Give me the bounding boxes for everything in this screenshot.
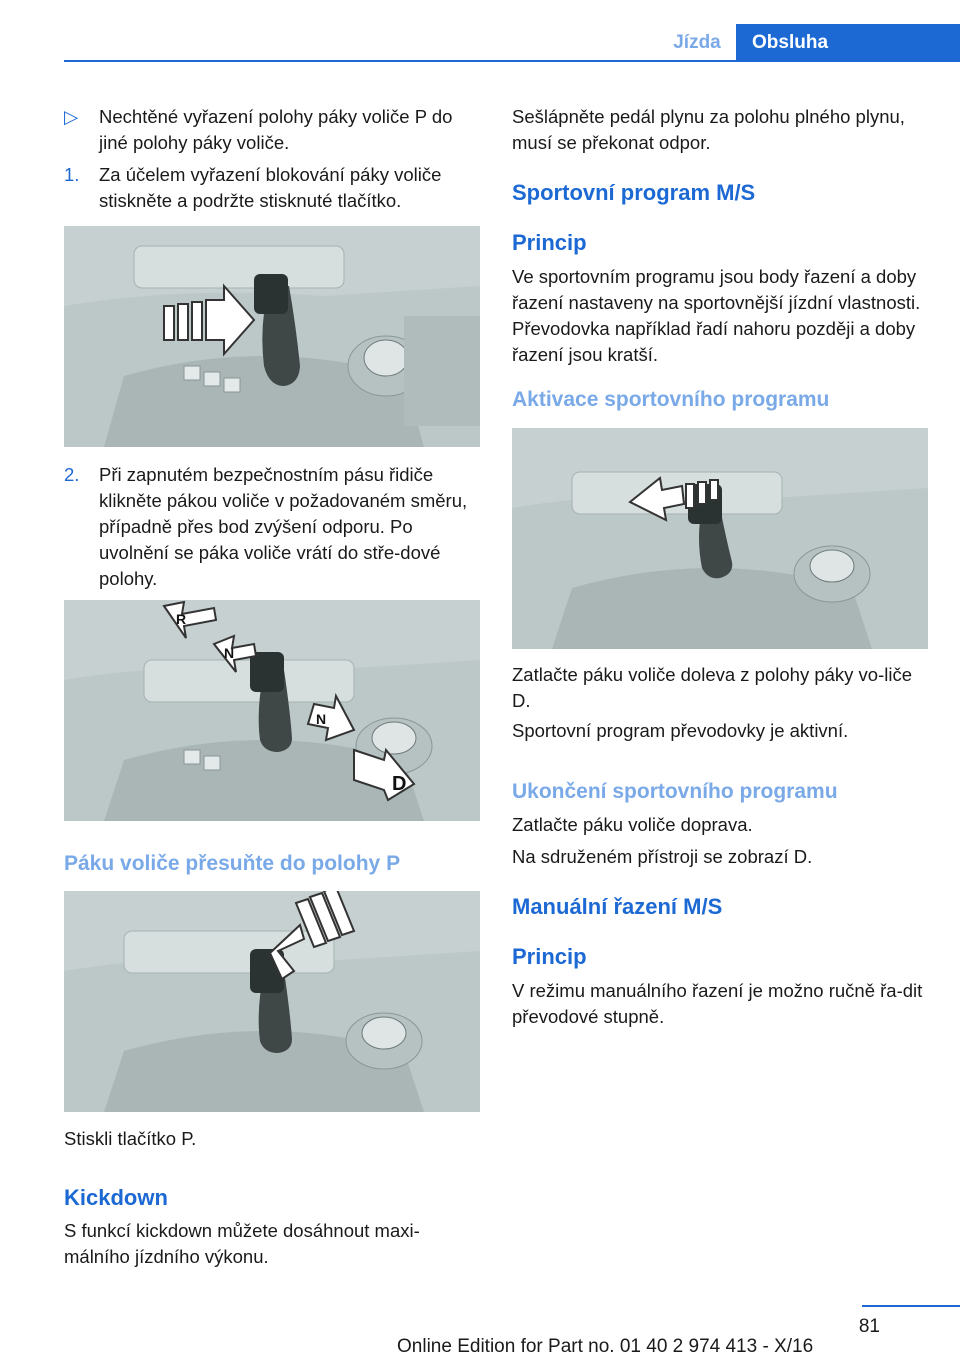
step-1-text: Za účelem vyřazení blokování páky voliče stiskněte a podržte stisknuté tlačítko. xyxy=(99,164,442,211)
sport-principle-text: Ve sportovním programu jsou body řazení a doby řazení nastaveny na sportovnější jízdní vlastnosti. Převodovka například řadí nahoru později a doby řazení jsou kratší. xyxy=(512,266,921,365)
figure-gear-positions xyxy=(64,600,480,821)
header-rule xyxy=(64,60,960,62)
step-2-number: 2. xyxy=(64,464,80,485)
heading-end-sport: Ukončení sportovního programu xyxy=(512,780,838,803)
note-triangle-icon: ▷ xyxy=(64,106,79,127)
figure-p-button xyxy=(64,891,480,1112)
page-number: 81 xyxy=(858,1316,880,1337)
note-text: Nechtěné vyřazení polohy páky voliče P do jiné polohy páky voliče. xyxy=(99,106,453,153)
step-2-text: Při zapnutém bezpečnostním pásu řidiče klikněte pákou voliče v požadovaném směru, případně přes bod zvýšení odporu. Po uvolnění se páka voliče vrátí do stře-dové polohy. xyxy=(99,464,468,589)
edition-footer: Online Edition for Part no. 01 40 2 974 413 - X/16 xyxy=(397,1336,814,1357)
header-chapter-tab: Obsluha xyxy=(736,24,960,62)
note-item xyxy=(64,104,480,156)
fig2-label-n1: N xyxy=(224,645,235,661)
step-2 xyxy=(64,462,480,592)
figure-push-left xyxy=(512,428,928,649)
heading-principle-manual: Princip xyxy=(512,944,587,969)
heading-principle-sport: Princip xyxy=(512,230,587,255)
step-1 xyxy=(64,162,480,214)
pedal-text: Sešlápněte pedál plynu za polohu plného plynu, musí se překonat odpor. xyxy=(512,106,905,153)
footer-rule xyxy=(862,1305,960,1307)
pressed-p-text: Stiskli tlačítko P. xyxy=(64,1128,197,1149)
header-section-tab: Jízda xyxy=(673,32,721,53)
figure-press-button xyxy=(64,226,480,447)
push-left-text: Zatlačte páku voliče doleva z polohy páky vo-liče D. xyxy=(512,664,913,711)
fig2-label-d: D xyxy=(392,773,407,795)
manual-principle-text: V režimu manuálního řazení je možno ručně řa-dit převodové stupně. xyxy=(512,980,923,1027)
heading-sport-program: Sportovní program M/S xyxy=(512,180,756,205)
push-right-text: Zatlačte páku voliče doprava. xyxy=(512,814,753,835)
heading-activate-sport: Aktivace sportovního programu xyxy=(512,388,830,411)
fig2-label-r: R xyxy=(176,611,187,627)
step-1-number: 1. xyxy=(64,164,80,185)
fig2-label-n2: N xyxy=(316,711,327,727)
kickdown-text: S funkcí kickdown můžete dosáhnout maxi-málního jízdního výkonu. xyxy=(64,1220,420,1267)
heading-kickdown: Kickdown xyxy=(64,1185,168,1210)
heading-manual-shift: Manuální řazení M/S xyxy=(512,894,723,919)
heading-move-to-p: Páku voliče přesuňte do polohy P xyxy=(64,852,401,875)
display-d-text: Na sdruženém přístroji se zobrazí D. xyxy=(512,846,813,867)
sport-active-text: Sportovní program převodovky je aktivní. xyxy=(512,720,849,741)
